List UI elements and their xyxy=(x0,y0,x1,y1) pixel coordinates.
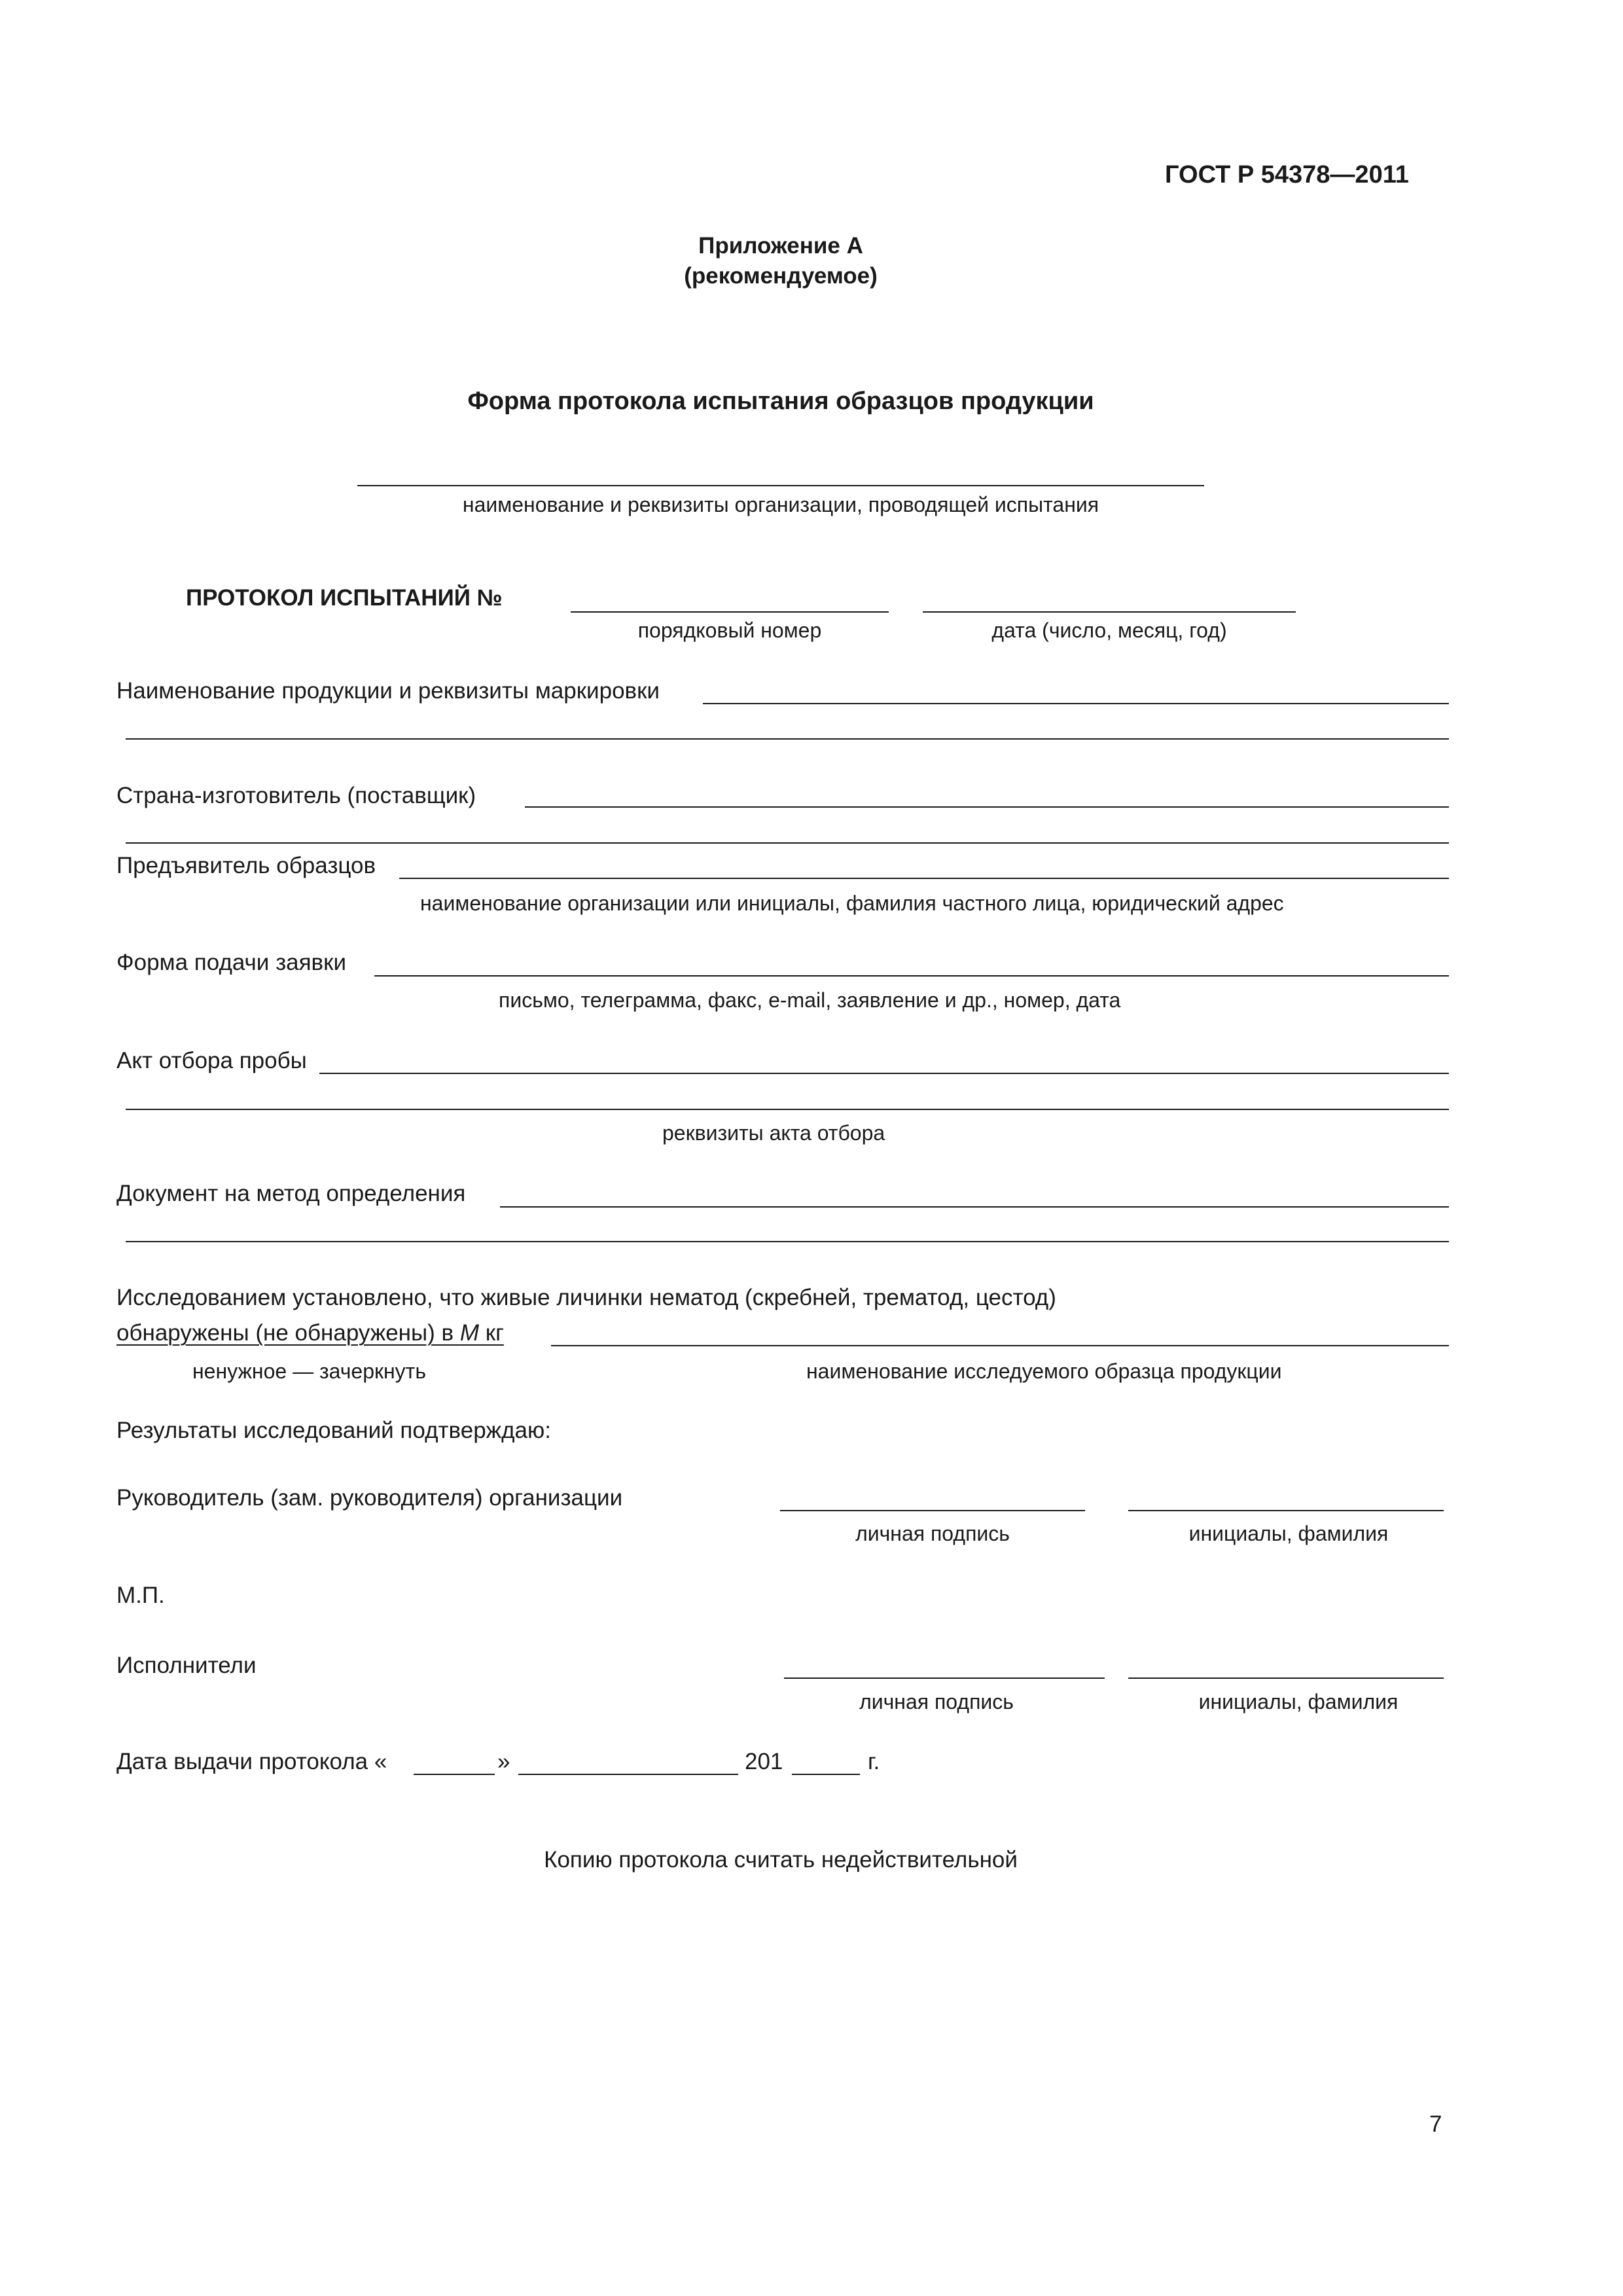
strike-caption: ненужное — зачеркнуть xyxy=(192,1359,426,1383)
finding-prefix: обнаружены (не обнаружены) в xyxy=(116,1320,460,1346)
method-doc-line-2 xyxy=(126,1241,1449,1242)
stamp-mark: М.П. xyxy=(116,1583,165,1608)
submitter-label: Предъявитель образцов xyxy=(116,853,376,878)
sampling-act-line-2 xyxy=(126,1109,1449,1110)
copy-note: Копию протокола считать недействительной xyxy=(544,1847,1018,1873)
head-name-line xyxy=(1128,1510,1444,1511)
page-number: 7 xyxy=(1429,2111,1442,2137)
protocol-date-line xyxy=(923,611,1296,613)
submitter-line xyxy=(399,878,1449,879)
issue-month-line xyxy=(518,1774,738,1775)
confirm-text: Результаты исследований подтверждаю: xyxy=(116,1418,551,1443)
appendix-status: (рекомендуемое) xyxy=(684,263,878,289)
sampling-act-label: Акт отбора пробы xyxy=(116,1048,307,1073)
product-name-line-1 xyxy=(703,703,1449,704)
issue-year-prefix: 201 xyxy=(745,1749,783,1774)
request-form-caption: письмо, телеграмма, факс, e-mail, заявление и др., номер, дата xyxy=(499,988,1121,1012)
request-form-line xyxy=(374,975,1449,977)
form-title: Форма протокола испытания образцов продукции xyxy=(467,387,1094,415)
head-sign-line xyxy=(780,1510,1085,1511)
finding-sample-line xyxy=(551,1345,1449,1346)
protocol-number-line xyxy=(571,611,889,613)
head-signature-label: Руководитель (зам. руководителя) организации xyxy=(116,1485,623,1511)
executors-sign-caption: личная подпись xyxy=(859,1690,1014,1713)
issue-day-line xyxy=(414,1774,495,1775)
executors-name-caption: инициалы, фамилия xyxy=(1198,1690,1399,1713)
standard-code: ГОСТ Р 54378—2011 xyxy=(1165,161,1409,188)
protocol-label: ПРОТОКОЛ ИСПЫТАНИЙ № xyxy=(186,585,503,611)
issue-date-label: Дата выдачи протокола « xyxy=(116,1749,387,1774)
protocol-date-caption: дата (число, месяц, год) xyxy=(991,619,1227,642)
org-caption: наименование и реквизиты организации, проводящей испытания xyxy=(462,493,1099,516)
head-name-caption: инициалы, фамилия xyxy=(1188,1522,1389,1545)
product-name-line-2 xyxy=(126,738,1449,740)
submitter-caption: наименование организации или инициалы, фамилия частного лица, юридический адрес xyxy=(420,891,1284,915)
issue-year-line xyxy=(792,1774,860,1775)
executors-sign-line xyxy=(784,1677,1105,1679)
request-form-label: Форма подачи заявки xyxy=(116,950,346,975)
protocol-number-caption: порядковый номер xyxy=(637,619,822,642)
finding-line-2 xyxy=(116,1320,504,1346)
executors-label: Исполнители xyxy=(116,1653,257,1678)
executors-name-line xyxy=(1128,1677,1444,1679)
issue-close-quote: » xyxy=(497,1749,510,1774)
method-doc-line-1 xyxy=(500,1206,1449,1208)
product-name-label: Наименование продукции и реквизиты маркировки xyxy=(116,678,660,704)
country-line-2 xyxy=(126,842,1449,844)
issue-year-suffix: г. xyxy=(868,1749,880,1774)
finding-mass-var: М xyxy=(459,1320,480,1346)
sampling-act-caption: реквизиты акта отбора xyxy=(662,1121,885,1145)
head-sign-caption: личная подпись xyxy=(855,1522,1010,1545)
method-doc-label: Документ на метод определения xyxy=(116,1181,466,1206)
org-line xyxy=(357,485,1204,486)
finding-line-1: Исследованием установлено, что живые личинки нематод (скребней, трематод, цестод) xyxy=(116,1285,1056,1310)
sampling-act-line-1 xyxy=(319,1073,1449,1074)
appendix-title: Приложение А xyxy=(698,233,863,259)
country-line-1 xyxy=(525,806,1449,808)
sample-caption: наименование исследуемого образца продукции xyxy=(806,1359,1282,1383)
finding-unit: кг xyxy=(479,1320,504,1346)
country-label: Страна-изготовитель (поставщик) xyxy=(116,783,476,808)
